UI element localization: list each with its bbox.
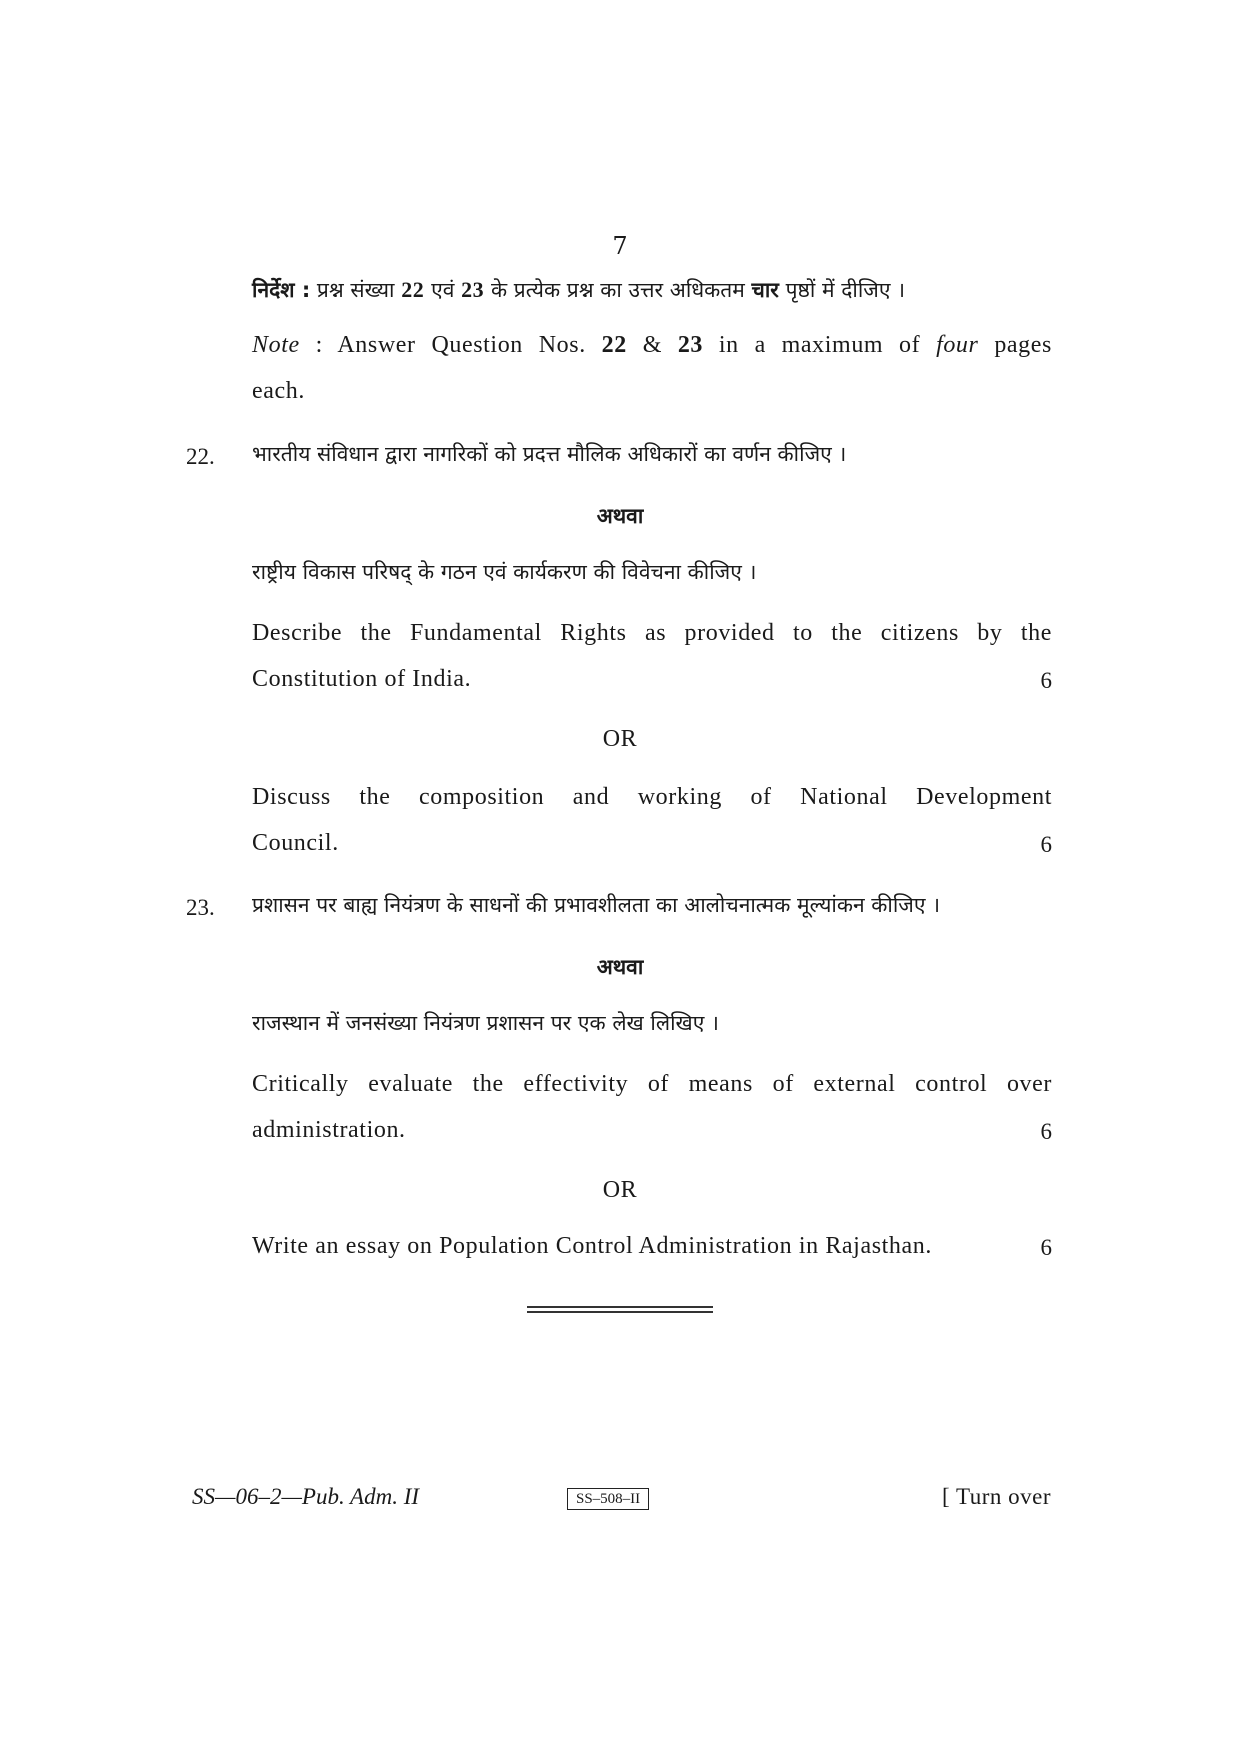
note-text-1: : Answer Question Nos. [315,332,586,358]
question-22-english-line-1: Describe the Fundamental Rights as provided to the citizens by the [252,620,1052,646]
question-22-hindi-alt: राष्ट्रीय विकास परिषद् के गठन एवं कार्यकरण की विवेचना कीजिए । [252,560,757,584]
footer-box-code: SS–508–II [567,1488,649,1510]
question-23-alt-line-1: Write an essay on Population Control Administration in Rajasthan. [252,1233,932,1259]
instruction-text-1: प्रश्न संख्या [316,278,395,302]
question-23-or: OR [602,1177,638,1203]
instruction-num-22: 22 [401,277,425,302]
note-pages: pages [994,332,1052,358]
question-23-english-line-1: Critically evaluate the effectivity of means of external control over [252,1071,1052,1097]
note-num-23: 23 [677,332,704,358]
question-23-alt-marks: 6 [1040,1235,1052,1260]
note-label: Note [252,332,300,358]
question-23-athava: अथवा [596,955,644,979]
instruction-text-3: के प्रत्येक प्रश्न का उत्तर अधिकतम [490,278,745,302]
note-four: four [936,332,979,358]
footer-code: SS—06–2—Pub. Adm. II [192,1484,420,1509]
question-22-athava: अथवा [596,504,644,528]
question-22-marks: 6 [1040,668,1052,693]
instruction-label: निर्देश : [252,278,311,302]
note-amp: & [642,332,662,358]
question-22-english-line-2: Constitution of India. [252,666,472,692]
instruction-num-23: 23 [461,277,485,302]
instruction-hindi [252,276,1052,304]
note-text-2: in a maximum of [718,332,921,358]
footer-turn-over: [ Turn over [941,1484,1051,1509]
question-23-marks: 6 [1040,1119,1052,1144]
question-22-or: OR [602,726,638,752]
question-23-hindi-alt: राजस्थान में जनसंख्या नियंत्रण प्रशासन पर एक लेख लिखिए । [252,1011,719,1035]
question-23-english-line-2: administration. [252,1117,406,1143]
page-number: 7 [612,232,628,260]
instruction-text-2: एवं [431,278,455,302]
note-num-22: 22 [601,332,627,358]
note-line-2: each. [252,378,305,404]
instruction-text-4: पृष्ठों में दीजिए । [785,278,906,302]
question-23-number: 23. [186,895,215,920]
question-22-alt-line-2: Council. [252,830,339,856]
end-rule-bottom [527,1311,713,1313]
question-22-number: 22. [186,444,215,469]
end-rule-top [527,1306,713,1308]
question-22-alt-line-1: Discuss the composition and working of National Development [252,784,1052,810]
note-line-1 [252,332,1052,359]
question-22-hindi: भारतीय संविधान द्वारा नागरिकों को प्रदत्त मौलिक अधिकारों का वर्णन कीजिए । [252,442,847,466]
instruction-bold-four: चार [751,278,779,302]
question-22-alt-marks: 6 [1040,832,1052,857]
question-23-hindi: प्रशासन पर बाह्य नियंत्रण के साधनों की प्रभावशीलता का आलोचनात्मक मूल्यांकन कीजिए । [252,893,941,917]
